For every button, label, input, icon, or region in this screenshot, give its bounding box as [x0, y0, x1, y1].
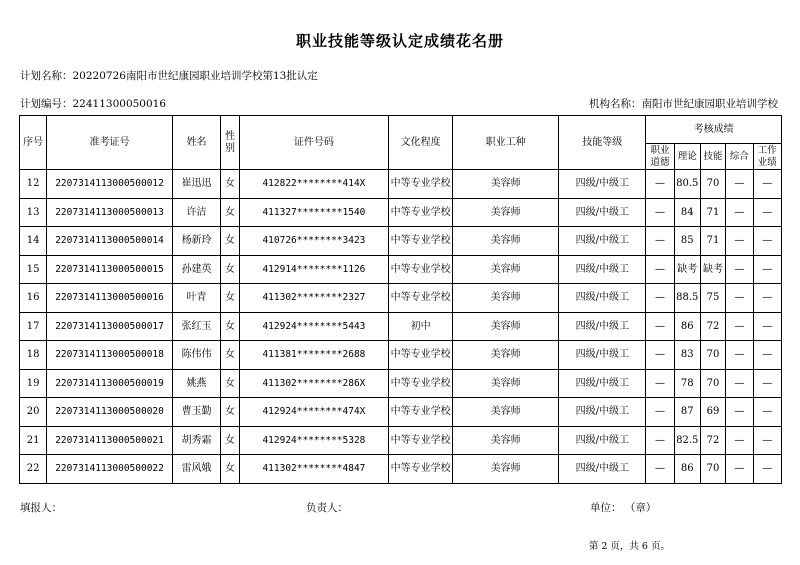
- document-title: 职业技能等级认定成绩花名册: [295, 32, 504, 50]
- header-seq: 序号: [20, 116, 47, 170]
- table-row: [20, 227, 782, 256]
- cell-theory: 84: [674, 198, 700, 227]
- cell-id-number: 411302********286X: [239, 369, 389, 398]
- table-row: [20, 455, 782, 484]
- cell-education: 中等专业学校: [389, 227, 453, 256]
- cell-id-number: 412914********1126: [239, 255, 389, 284]
- cell-occupation: 美容师: [453, 369, 559, 398]
- cell-ethics: —: [646, 341, 674, 370]
- cell-ethics: —: [646, 227, 674, 256]
- cell-id-number: 412822********414X: [239, 170, 389, 199]
- cell-education: 中等专业学校: [389, 170, 453, 199]
- cell-skill-level: 四级/中级工: [559, 398, 646, 427]
- cell-ethics: —: [646, 284, 674, 313]
- cell-education: 初中: [389, 312, 453, 341]
- cell-overall: —: [726, 398, 753, 427]
- filler-label: 填报人：: [20, 502, 62, 514]
- cell-gender: 女: [221, 369, 239, 398]
- cell-overall: —: [726, 426, 753, 455]
- cell-id-number: 411302********4847: [239, 455, 389, 484]
- cell-theory: 83: [674, 341, 700, 370]
- table-row: [20, 341, 782, 370]
- cell-seq: 18: [20, 341, 47, 370]
- cell-gender: 女: [221, 170, 239, 199]
- cell-work-performance: —: [753, 227, 782, 256]
- cell-theory: 86: [674, 312, 700, 341]
- cell-seq: 19: [20, 369, 47, 398]
- cell-work-performance: —: [753, 198, 782, 227]
- cell-id-number: 410726********3423: [239, 227, 389, 256]
- cell-skill: 72: [700, 426, 725, 455]
- cell-id-number: 411302********2327: [239, 284, 389, 313]
- cell-skill-level: 四级/中级工: [559, 227, 646, 256]
- cell-ethics: —: [646, 455, 674, 484]
- cell-ethics: —: [646, 369, 674, 398]
- plan-name: 计划名称：20220726南阳市世纪康园职业培训学校第13批认定: [20, 70, 318, 82]
- cell-exam-number: 2207314113000500017: [47, 312, 172, 341]
- cell-skill: 70: [700, 170, 725, 199]
- cell-skill-level: 四级/中级工: [559, 369, 646, 398]
- cell-skill: 70: [700, 369, 725, 398]
- cell-occupation: 美容师: [453, 255, 559, 284]
- cell-seq: 15: [20, 255, 47, 284]
- unit-seal-label: 单位： （章）: [590, 502, 657, 514]
- cell-name: 崔迅迅: [172, 170, 221, 199]
- cell-work-performance: —: [753, 312, 782, 341]
- organization-name: 机构名称：南阳市世纪康园职业培训学校: [589, 98, 778, 110]
- cell-work-performance: —: [753, 341, 782, 370]
- cell-work-performance: —: [753, 398, 782, 427]
- cell-exam-number: 2207314113000500022: [47, 455, 172, 484]
- cell-id-number: 411327********1540: [239, 198, 389, 227]
- cell-work-performance: —: [753, 284, 782, 313]
- cell-work-performance: —: [753, 455, 782, 484]
- cell-occupation: 美容师: [453, 284, 559, 313]
- cell-seq: 16: [20, 284, 47, 313]
- cell-education: 中等专业学校: [389, 398, 453, 427]
- table-body: [20, 170, 782, 484]
- cell-seq: 20: [20, 398, 47, 427]
- cell-name: 杨新玲: [172, 227, 221, 256]
- cell-skill-level: 四级/中级工: [559, 198, 646, 227]
- table-row: [20, 398, 782, 427]
- cell-occupation: 美容师: [453, 170, 559, 199]
- cell-occupation: 美容师: [453, 426, 559, 455]
- cell-exam-number: 2207314113000500016: [47, 284, 172, 313]
- cell-overall: —: [726, 312, 753, 341]
- cell-seq: 21: [20, 426, 47, 455]
- cell-name: 陈伟伟: [172, 341, 221, 370]
- cell-work-performance: —: [753, 369, 782, 398]
- cell-name: 孙建英: [172, 255, 221, 284]
- cell-name: 许洁: [172, 198, 221, 227]
- cell-occupation: 美容师: [453, 341, 559, 370]
- table-row: [20, 198, 782, 227]
- cell-name: 曹玉勤: [172, 398, 221, 427]
- cell-overall: —: [726, 455, 753, 484]
- table-header: [20, 116, 782, 170]
- cell-skill: 70: [700, 455, 725, 484]
- cell-seq: 17: [20, 312, 47, 341]
- responsible-label: 负责人：: [306, 502, 348, 514]
- cell-occupation: 美容师: [453, 398, 559, 427]
- header-name: 姓名: [172, 116, 221, 170]
- cell-theory: 87: [674, 398, 700, 427]
- cell-skill-level: 四级/中级工: [559, 426, 646, 455]
- cell-name: 雷风娥: [172, 455, 221, 484]
- cell-education: 中等专业学校: [389, 284, 453, 313]
- header-theory: 理论: [674, 144, 700, 170]
- cell-theory: 86: [674, 455, 700, 484]
- cell-gender: 女: [221, 341, 239, 370]
- cell-occupation: 美容师: [453, 312, 559, 341]
- header-exam-number: 准考证号: [47, 116, 172, 170]
- page-number: 第 2 页，共 6 页。: [588, 541, 670, 552]
- cell-theory: 85: [674, 227, 700, 256]
- cell-id-number: 412924********5328: [239, 426, 389, 455]
- cell-occupation: 美容师: [453, 455, 559, 484]
- cell-id-number: 412924********5443: [239, 312, 389, 341]
- cell-overall: —: [726, 198, 753, 227]
- cell-occupation: 美容师: [453, 227, 559, 256]
- header-ethics: 职业道德: [646, 144, 674, 170]
- cell-seq: 14: [20, 227, 47, 256]
- cell-gender: 女: [221, 227, 239, 256]
- cell-theory: 78: [674, 369, 700, 398]
- cell-seq: 13: [20, 198, 47, 227]
- cell-seq: 12: [20, 170, 47, 199]
- cell-exam-number: 2207314113000500013: [47, 198, 172, 227]
- cell-ethics: —: [646, 170, 674, 199]
- cell-skill: 71: [700, 227, 725, 256]
- cell-gender: 女: [221, 455, 239, 484]
- table-row: [20, 312, 782, 341]
- cell-ethics: —: [646, 255, 674, 284]
- header-occupation: 职业工种: [453, 116, 559, 170]
- cell-education: 中等专业学校: [389, 455, 453, 484]
- cell-exam-number: 2207314113000500015: [47, 255, 172, 284]
- cell-skill-level: 四级/中级工: [559, 255, 646, 284]
- header-skill-level: 技能等级: [559, 116, 646, 170]
- cell-name: 胡秀霜: [172, 426, 221, 455]
- cell-work-performance: —: [753, 255, 782, 284]
- cell-ethics: —: [646, 426, 674, 455]
- cell-overall: —: [726, 369, 753, 398]
- cell-skill: 69: [700, 398, 725, 427]
- cell-exam-number: 2207314113000500014: [47, 227, 172, 256]
- cell-gender: 女: [221, 198, 239, 227]
- score-roster-table: [19, 115, 782, 484]
- header-work-performance: 工作业绩: [753, 144, 782, 170]
- cell-skill: 75: [700, 284, 725, 313]
- cell-exam-number: 2207314113000500020: [47, 398, 172, 427]
- header-gender: 性别: [221, 116, 239, 170]
- cell-id-number: 412924********474X: [239, 398, 389, 427]
- table-row: [20, 369, 782, 398]
- cell-overall: —: [726, 170, 753, 199]
- header-skill: 技能: [700, 144, 725, 170]
- cell-occupation: 美容师: [453, 198, 559, 227]
- header-overall: 综合: [726, 144, 753, 170]
- cell-education: 中等专业学校: [389, 426, 453, 455]
- cell-name: 张红玉: [172, 312, 221, 341]
- cell-gender: 女: [221, 312, 239, 341]
- cell-ethics: —: [646, 398, 674, 427]
- cell-education: 中等专业学校: [389, 198, 453, 227]
- cell-gender: 女: [221, 255, 239, 284]
- cell-education: 中等专业学校: [389, 255, 453, 284]
- cell-name: 叶青: [172, 284, 221, 313]
- cell-skill-level: 四级/中级工: [559, 341, 646, 370]
- cell-education: 中等专业学校: [389, 341, 453, 370]
- header-assessment-scores: 考核成绩: [646, 116, 782, 144]
- cell-theory: 80.5: [674, 170, 700, 199]
- cell-skill: 70: [700, 341, 725, 370]
- cell-gender: 女: [221, 398, 239, 427]
- cell-theory: 88.5: [674, 284, 700, 313]
- cell-skill-level: 四级/中级工: [559, 312, 646, 341]
- cell-exam-number: 2207314113000500019: [47, 369, 172, 398]
- cell-skill: 缺考: [700, 255, 725, 284]
- cell-skill-level: 四级/中级工: [559, 284, 646, 313]
- cell-overall: —: [726, 255, 753, 284]
- table-row: [20, 170, 782, 199]
- cell-ethics: —: [646, 198, 674, 227]
- cell-overall: —: [726, 284, 753, 313]
- cell-name: 姚燕: [172, 369, 221, 398]
- header-education: 文化程度: [389, 116, 453, 170]
- cell-overall: —: [726, 227, 753, 256]
- plan-number: 计划编号：22411300050016: [20, 98, 167, 110]
- cell-seq: 22: [20, 455, 47, 484]
- cell-skill: 72: [700, 312, 725, 341]
- cell-work-performance: —: [753, 170, 782, 199]
- table-row: [20, 426, 782, 455]
- table-row: [20, 284, 782, 313]
- cell-gender: 女: [221, 284, 239, 313]
- cell-exam-number: 2207314113000500018: [47, 341, 172, 370]
- cell-overall: —: [726, 341, 753, 370]
- cell-theory: 82.5: [674, 426, 700, 455]
- cell-skill-level: 四级/中级工: [559, 455, 646, 484]
- header-id-number: 证件号码: [239, 116, 389, 170]
- cell-ethics: —: [646, 312, 674, 341]
- cell-exam-number: 2207314113000500012: [47, 170, 172, 199]
- cell-id-number: 411381********2688: [239, 341, 389, 370]
- cell-theory: 缺考: [674, 255, 700, 284]
- table-row: [20, 255, 782, 284]
- cell-work-performance: —: [753, 426, 782, 455]
- cell-exam-number: 2207314113000500021: [47, 426, 172, 455]
- cell-education: 中等专业学校: [389, 369, 453, 398]
- cell-skill-level: 四级/中级工: [559, 170, 646, 199]
- cell-skill: 71: [700, 198, 725, 227]
- cell-gender: 女: [221, 426, 239, 455]
